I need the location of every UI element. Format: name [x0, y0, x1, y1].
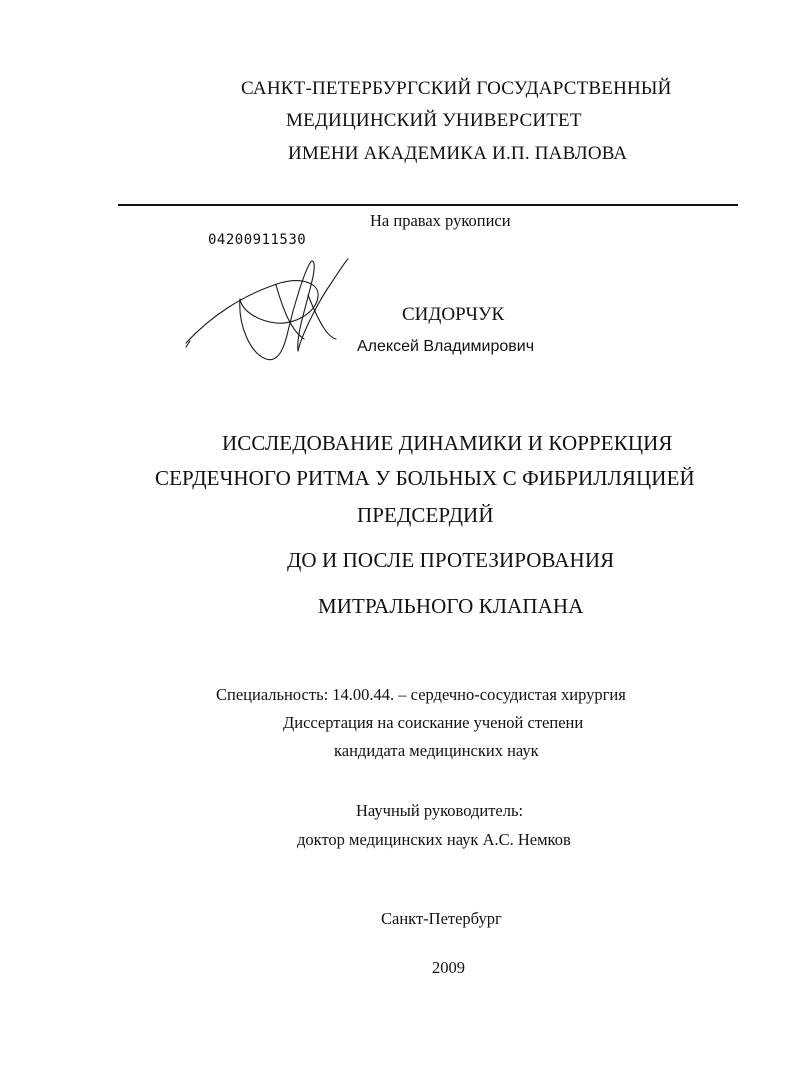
author-given-names: Алексей Владимирович [357, 338, 535, 355]
title-line-4: ДО И ПОСЛЕ ПРОТЕЗИРОВАНИЯ [287, 548, 615, 572]
dissertation-degree-line-2: кандидата медицинских наук [334, 741, 539, 760]
title-line-5: МИТРАЛЬНОГО КЛАПАНА [318, 594, 584, 618]
author-surname: СИДОРЧУК [402, 304, 505, 325]
title-line-3: ПРЕДСЕРДИЙ [357, 503, 494, 527]
university-line-3: ИМЕНИ АКАДЕМИКА И.П. ПАВЛОВА [288, 143, 628, 164]
dissertation-degree-line-1: Диссертация на соискание ученой степени [283, 713, 584, 732]
year: 2009 [432, 958, 465, 977]
university-line-1: САНКТ-ПЕТЕРБУРГСКИЙ ГОСУДАРСТВЕННЫЙ [241, 78, 672, 99]
supervisor-name: доктор медицинских наук А.С. Немков [297, 830, 571, 849]
handwritten-signature [180, 255, 355, 370]
university-line-2: МЕДИЦИНСКИЙ УНИВЕРСИТЕТ [286, 110, 582, 131]
title-line-1: ИССЛЕДОВАНИЕ ДИНАМИКИ И КОРРЕКЦИЯ [222, 431, 673, 455]
supervisor-label: Научный руководитель: [356, 801, 524, 820]
header-divider [118, 204, 738, 206]
title-line-2: СЕРДЕЧНОГО РИТМА У БОЛЬНЫХ С ФИБРИЛЛЯЦИЕЙ [155, 466, 695, 490]
manuscript-note: На правах рукописи [370, 211, 511, 230]
specialty: Специальность: 14.00.44. – сердечно-сосудистая хирургия [216, 685, 626, 704]
document-code: 04200911530 [208, 232, 307, 248]
city: Санкт-Петербург [381, 909, 502, 928]
